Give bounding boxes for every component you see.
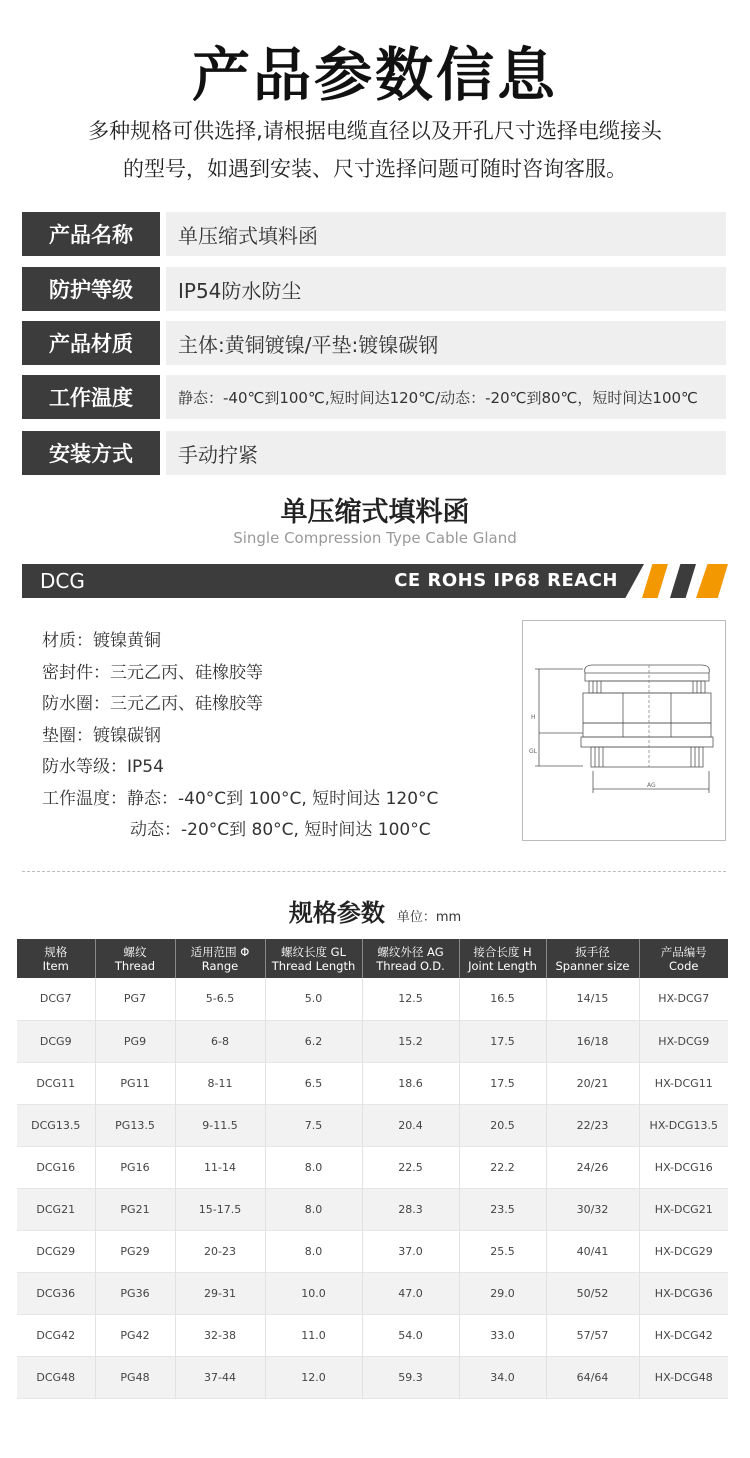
cell: 7.5 [265, 1104, 362, 1146]
cell: 20-23 [175, 1230, 265, 1272]
cell: 11-14 [175, 1146, 265, 1188]
cell: 40/41 [546, 1230, 639, 1272]
prop-protection: 防水等级：IP54 [42, 757, 164, 777]
table-row [17, 1272, 728, 1314]
cell: DCG21 [17, 1188, 95, 1230]
cell: DCG9 [17, 1020, 95, 1062]
cell: 25.5 [459, 1230, 546, 1272]
prop-temp-static: 工作温度：静态：-40°C到 100°C, 短时间达 120°C [42, 788, 439, 809]
cell: 12.5 [362, 978, 459, 1020]
cell: DCG11 [17, 1062, 95, 1104]
spec-value: 静态：-40℃到100℃,短时间达120℃/动态：-20℃到80℃，短时间达100℃ [166, 375, 726, 419]
table-row [17, 978, 728, 1020]
cell: HX-DCG9 [639, 1020, 728, 1062]
cell: PG29 [95, 1230, 175, 1272]
cell: HX-DCG42 [654, 1328, 713, 1342]
cell: HX-DCG21 [639, 1188, 728, 1230]
spec-label: 产品名称 [22, 212, 160, 256]
spec-label: 产品材质 [22, 321, 160, 365]
cell: DCG42 [17, 1314, 95, 1356]
table-row [17, 1020, 728, 1062]
cell: 14/15 [546, 978, 639, 1020]
spec-row-material [22, 321, 726, 365]
spec-row-install [22, 431, 726, 475]
cell: PG7 [95, 978, 175, 1020]
col-header-spanner: 扳手径 Spanner size [546, 939, 639, 978]
cell: HX-DCG29 [654, 1244, 713, 1258]
cell: 8.0 [265, 1146, 362, 1188]
cell: 11.0 [265, 1314, 362, 1356]
cell: 24/26 [546, 1146, 639, 1188]
dark-stripe [670, 564, 696, 598]
cell: DCG29 [17, 1230, 95, 1272]
cell: 59.3 [362, 1356, 459, 1398]
cell: 29.0 [459, 1272, 546, 1314]
spec-value: IP54防水防尘 [166, 267, 726, 311]
cell: HX-DCG13.5 [639, 1104, 728, 1146]
cell: 28.3 [362, 1188, 459, 1230]
cell: DCG48 [17, 1356, 95, 1398]
dim-label-gl: GL [529, 748, 537, 755]
cell: HX-DCG48 [639, 1356, 728, 1398]
prop-seal: 密封件：三元乙丙、硅橡胶等 [42, 662, 263, 683]
table-row [17, 1314, 728, 1356]
cell: 22.2 [459, 1146, 546, 1188]
intro-text [30, 112, 720, 188]
cell: 64/64 [546, 1356, 639, 1398]
cell: 8.0 [265, 1230, 362, 1272]
col-header-code: 产品编号 Code [639, 939, 728, 978]
col-header-joint-length: 接合长度 H Joint Length [459, 939, 546, 978]
cable-gland-drawing [523, 621, 725, 840]
product-title: 单压缩式填料函 [280, 497, 470, 528]
cell: 15.2 [362, 1020, 459, 1062]
cell: 57/57 [546, 1314, 639, 1356]
product-title-en: Single Compression Type Cable Gland [233, 529, 517, 547]
spec-label: 安装方式 [22, 431, 160, 475]
col-header-thread-length: 螺纹长度 GL Thread Length [265, 939, 362, 978]
cell: HX-DCG16 [654, 1160, 713, 1174]
product-banner [22, 564, 728, 598]
cell: 10.0 [265, 1272, 362, 1314]
cell: 29-31 [175, 1272, 265, 1314]
cell: HX-DCG11 [654, 1076, 713, 1090]
spec-value: 单压缩式填料函 [166, 212, 726, 256]
prop-temp-dynamic: 动态：-20°C到 80°C, 短时间达 100°C [130, 820, 431, 840]
table-row [17, 1230, 728, 1272]
page-title: 产品参数信息 [191, 41, 558, 109]
cell: PG36 [95, 1272, 175, 1314]
cell: 32-38 [175, 1314, 265, 1356]
section-divider [22, 871, 726, 872]
cell: 9-11.5 [175, 1104, 265, 1146]
prop-material: 材质：镀镍黄铜 [42, 631, 161, 651]
spec-row-name [22, 212, 726, 256]
col-header-range: 适用范围 Φ Range [175, 939, 265, 978]
cell: PG16 [95, 1146, 175, 1188]
spec-value: 主体:黄铜镀镍/平垫:镀镍碳钢 [166, 321, 726, 365]
cell: 16/18 [546, 1020, 639, 1062]
dim-label-ag: AG [647, 782, 656, 789]
cell: HX-DCG36 [639, 1272, 728, 1314]
cell: DCG36 [17, 1272, 95, 1314]
dim-label-h: H [531, 714, 536, 721]
cell: 54.0 [362, 1314, 459, 1356]
table-row [17, 1188, 728, 1230]
spec-row-temperature [22, 375, 726, 419]
cell: 5-6.5 [175, 978, 265, 1020]
model-code: DCG [40, 569, 85, 593]
cell: 30/32 [546, 1188, 639, 1230]
cell: 6-8 [175, 1020, 265, 1062]
cell: 50/52 [546, 1272, 639, 1314]
table-heading: 规格参数 [288, 899, 385, 927]
col-header-thread: 螺纹 Thread [95, 939, 175, 978]
cell: 20.5 [459, 1104, 546, 1146]
cell: 37.0 [362, 1230, 459, 1272]
cell: 23.5 [459, 1188, 546, 1230]
cell: 17.5 [459, 1062, 546, 1104]
cell: 5.0 [265, 978, 362, 1020]
spec-value: 手动拧紧 [166, 431, 726, 475]
cell: 20.4 [362, 1104, 459, 1146]
material-properties [42, 626, 502, 847]
cell: 34.0 [459, 1356, 546, 1398]
col-header-item: 规格 Item [17, 939, 95, 978]
spec-row-protection [22, 267, 726, 311]
table-title [0, 893, 750, 928]
certification-marks: CE ROHS IP68 REACH [394, 570, 618, 591]
cell: 6.2 [265, 1020, 362, 1062]
spec-label: 防护等级 [22, 267, 160, 311]
cell: 17.5 [459, 1020, 546, 1062]
spec-table [17, 939, 728, 1399]
cell: 16.5 [459, 978, 546, 1020]
cell: PG48 [95, 1356, 175, 1398]
intro-line-2: 的型号，如遇到安装、尺寸选择问题可随时咨询客服。 [123, 157, 627, 181]
cell: DCG7 [17, 978, 95, 1020]
table-header-row [17, 939, 728, 978]
intro-line-1: 多种规格可供选择,请根据电缆直径以及开孔尺寸选择电缆接头 [88, 119, 662, 143]
cell: 6.5 [265, 1062, 362, 1104]
technical-drawing [522, 620, 726, 841]
table-row [17, 1104, 728, 1146]
accent-stripe [696, 564, 728, 598]
prop-gasket: 垫圈：镀镍碳钢 [42, 725, 161, 746]
cell: 18.6 [362, 1062, 459, 1104]
table-row [17, 1356, 728, 1398]
prop-waterproof-ring: 防水圈：三元乙丙、硅橡胶等 [42, 694, 263, 714]
cell: 22.5 [362, 1146, 459, 1188]
cell: PG21 [95, 1188, 175, 1230]
cell: PG11 [95, 1062, 175, 1104]
cell: 12.0 [265, 1356, 362, 1398]
table-row [17, 1146, 728, 1188]
cell: PG42 [95, 1314, 175, 1356]
cell: PG13.5 [95, 1104, 175, 1146]
cell: 20/21 [546, 1062, 639, 1104]
spec-label: 工作温度 [22, 375, 160, 419]
cell: DCG16 [17, 1146, 95, 1188]
accent-stripe [642, 564, 668, 598]
cell: 47.0 [362, 1272, 459, 1314]
cell: 37-44 [175, 1356, 265, 1398]
cell: 22/23 [546, 1104, 639, 1146]
cell: 33.0 [459, 1314, 546, 1356]
cell: PG9 [95, 1020, 175, 1062]
table-unit: 单位：mm [396, 910, 462, 925]
cell: DCG13.5 [17, 1104, 95, 1146]
col-header-thread-od: 螺纹外径 AG Thread O.D. [362, 939, 459, 978]
cell: 15-17.5 [175, 1188, 265, 1230]
cell: 8.0 [265, 1188, 362, 1230]
cell: HX-DCG7 [658, 992, 710, 1006]
table-row [17, 1062, 728, 1104]
cell: 8-11 [175, 1062, 265, 1104]
